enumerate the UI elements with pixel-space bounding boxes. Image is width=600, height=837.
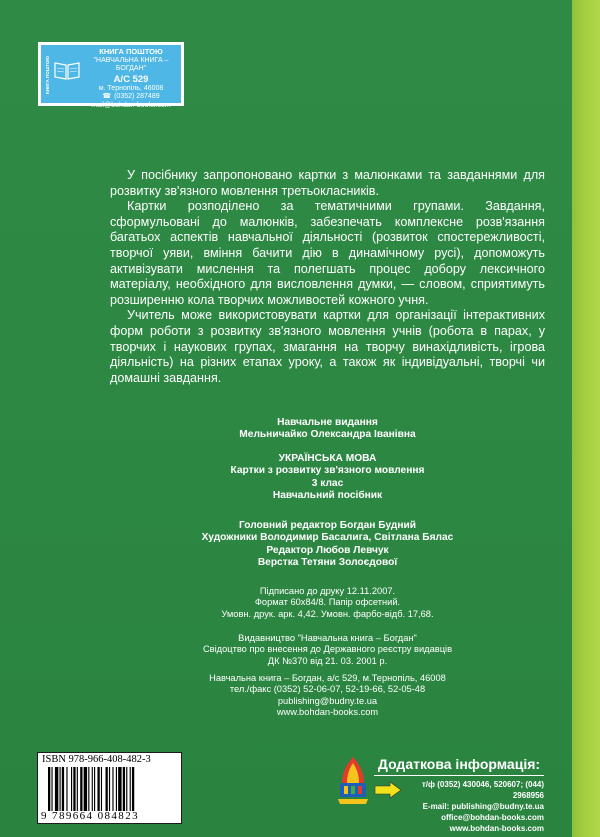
stamp-po-box: А/С 529 [113, 73, 149, 85]
author-name: Мельничайко Олександра Іванівна [239, 429, 416, 441]
publisher-email: publishing@budny.te.ua [277, 695, 378, 706]
additional-website: www.bohdan-books.com [449, 824, 544, 833]
print-signed: Підписано до друку 12.11.2007. [259, 586, 396, 596]
additional-info [374, 756, 544, 834]
additional-phones: т/ф (0352) 430046, 520607; (044) 2968956 [421, 780, 544, 800]
cover-spine-strip [572, 0, 600, 837]
publisher-certificate-no: ДК №370 від 21. 03. 2001 р. [267, 655, 388, 666]
additional-email-office: office@bohdan-books.com [441, 813, 544, 822]
additional-info-title: Додаткова інформація: [374, 756, 544, 776]
stamp-side-text: КНИГА ПОШТОЮ [45, 55, 50, 95]
edition-type: Навчальне видання [277, 417, 378, 428]
phone-icon: ☎ [102, 93, 112, 101]
stamp-email: mail@bohdan-books.com [91, 101, 171, 109]
colophon-title-block [110, 453, 545, 502]
publisher-certificate: Свідоцтво про внесення до Державного реєстру видавців [202, 644, 453, 655]
publisher-website: www.bohdan-books.com [276, 707, 379, 718]
book-grade: 3 клас [311, 477, 344, 489]
stamp-city: м. Тернопіль, 46008 [98, 84, 164, 92]
copy-editor: Редактор Любов Левчук [266, 544, 389, 556]
print-format: Формат 60х84/8. Папір офсетний. [254, 597, 401, 608]
publisher-details [110, 633, 545, 667]
book-type: Навчальний посібник [272, 489, 383, 501]
publisher-logo-icon [336, 755, 370, 807]
barcode-digits: 9 789664 084823 [41, 810, 139, 822]
annotation-paragraph: Картки розподілено за тематичними групами. Завдання, сформульовані до малюнків, забезпечать комплексне розв'язання багатьох аспектів навчальної діяльності (розвиток спостережливості, творчої уяви, вміння бачити дію в динамічному русі), допоможуть активізувати мислення та полегшать процес добору лексичного матеріалу, необхідного для висловлення думки, — словом, сприятимуть розширенню кола творчих можливостей кожного учня. [110, 199, 545, 307]
layout-credit: Верстка Тетяни Золоєдової [257, 556, 398, 568]
book-subtitle: Картки з розвитку зв'язного мовлення [230, 465, 425, 477]
book-title: УКРАЇНСЬКА МОВА [278, 453, 377, 464]
print-details [110, 586, 545, 620]
annotation-paragraph: У посібнику запропоновано картки з малюнками та завданнями для розвитку зв'язного мовлення третьокласників. [110, 168, 545, 198]
colophon-credits [110, 520, 545, 569]
mail-order-stamp [38, 42, 184, 109]
colophon-author-block [110, 417, 545, 442]
print-sheets: Умовн. друк. арк. 4,42. Умовн. фарбо-відб. 17,68. [221, 608, 434, 619]
additional-email: E-mail: publishing@budny.te.ua [422, 802, 544, 811]
artists: Художники Володимир Басалига, Світлана Бялас [201, 532, 454, 544]
barcode [46, 767, 174, 811]
arrow-right-icon [374, 781, 402, 799]
chief-editor: Головний редактор Богдан Будний [238, 520, 417, 531]
publisher-contacts [110, 673, 545, 719]
isbn-label: ISBN 978-966-408-482-3 [42, 754, 151, 765]
annotation-text [110, 168, 545, 386]
publisher-name: Видавництво "Навчальна книга – Богдан" [238, 633, 417, 643]
publisher-address: Навчальна книга – Богдан, а/с 529, м.Тернопіль, 46008 [209, 673, 446, 683]
annotation-paragraph: Учитель може використовувати картки для організації інтерактивних форм роботи з розвитку зв'язного мовлення учнів (робота в парах, у творчих і наукових групах, змагання на творчу винахідливість, ігрова діяльність) на різних етапах уроку, а також як індивідуальні, творчі чи домашні завдання. [110, 308, 545, 385]
isbn-barcode-box [37, 752, 182, 824]
stamp-phone: (0352) 287489 [114, 93, 160, 101]
open-book-icon [53, 59, 81, 81]
stamp-publisher: "НАВЧАЛЬНА КНИГА – БОГДАН" [93, 56, 169, 73]
publisher-phones: тел./факс (0352) 52-06-07, 52-19-66, 52-05-48 [229, 684, 426, 695]
stamp-title: КНИГА ПОШТОЮ [99, 47, 163, 56]
